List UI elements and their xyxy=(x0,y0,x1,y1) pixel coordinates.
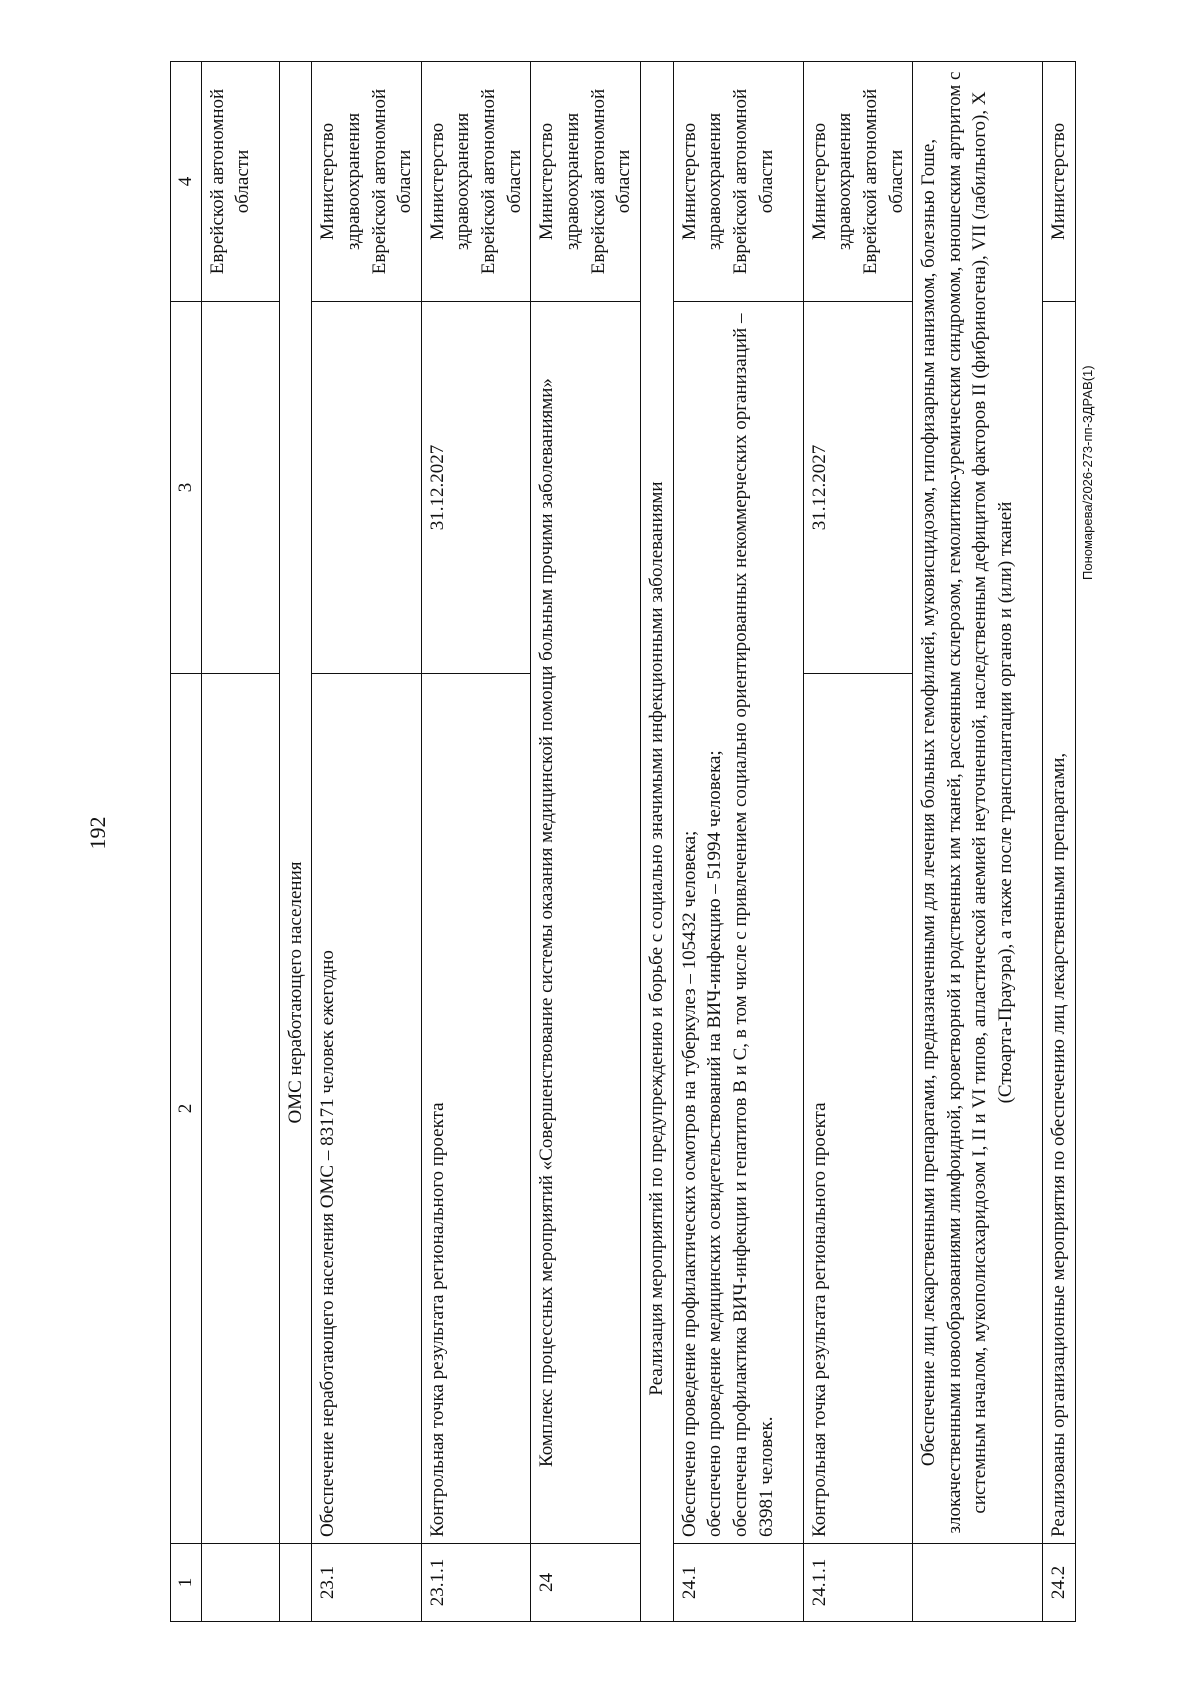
row-date xyxy=(201,302,279,674)
row-text xyxy=(201,674,279,1544)
row-text xyxy=(673,302,803,1544)
row-text-line: Обеспечено проведение профилактических осмотров на туберкулез – 105432 человека; xyxy=(678,830,700,1537)
header-row xyxy=(171,62,202,1622)
row-number: 24 xyxy=(531,1544,641,1622)
row-number: 24.1.1 xyxy=(803,1544,913,1622)
table-row xyxy=(803,62,913,1622)
row-number xyxy=(201,1544,279,1622)
row-executor: Министерство здравоохранения Еврейской автономной области xyxy=(803,62,913,302)
row-number: 24.1 xyxy=(673,1544,803,1622)
header-col-1: 1 xyxy=(171,1544,202,1622)
table-row xyxy=(421,62,531,1622)
row-number: 23.1 xyxy=(312,1544,422,1622)
header-col-4: 4 xyxy=(171,62,202,302)
row-number: 24.2 xyxy=(1043,1544,1076,1622)
row-executor: Министерство здравоохранения Еврейской автономной области xyxy=(312,62,422,302)
row-executor: Еврейской автономной области xyxy=(201,62,279,302)
row-text: Комплекс процессных мероприятий «Совершенствование системы оказания медицинской помощи больным прочими заболеваниями» xyxy=(531,302,641,1544)
row-executor: Министерство здравоохранения Еврейской автономной области xyxy=(421,62,531,302)
section-row xyxy=(913,62,1043,1622)
row-text-line: обеспечена профилактика ВИЧ-инфекции и гепатитов В и С, в том числе с привлечением социально ориентированных некоммерческих организаций – 63981 человек. xyxy=(729,313,777,1537)
section-title: Реализация мероприятий по предупреждению и борьбе с социально значимыми инфекционными заболеваниями xyxy=(640,62,673,1622)
document-code: Пономарева/2026-273-пп-ЗДРАВ(1) xyxy=(1080,365,1095,580)
header-col-2: 2 xyxy=(171,674,202,1544)
activities-table xyxy=(170,61,1076,1622)
row-text: Реализованы организационные мероприятия по обеспечению лиц лекарственными препаратами, xyxy=(1043,302,1076,1544)
page-number: 192 xyxy=(85,816,110,850)
table-row xyxy=(201,62,279,1622)
section-title: Обеспечение лиц лекарственными препаратами, предназначенными для лечения больных гемофилией, муковисцидозом, гипофизарным нанизмом, болезнью Гоше, злокачественными новообразованиями лимфоидной, кроветворной и родственных им тканей, рассеянным склерозом, гемолитико-уремическим синдромом, юношеским артритом с системным началом, мукополисахаридозом I, II и VI типов, апластической анемией неуточненной, наследственным дефицитом факторов II (фибриногена), VII (лабильного), X (Стюарта-Прауэра), а также после трансплантации органов и (или) тканей xyxy=(913,62,1043,1544)
row-date: 31.12.2027 xyxy=(803,302,913,674)
section-row xyxy=(279,62,312,1622)
row-text-line: обеспечено проведение медицинских освидетельствований на ВИЧ-инфекцию – 51994 человека; xyxy=(704,750,726,1537)
row-text: Контрольная точка результата регионального проекта xyxy=(803,674,913,1544)
rotated-table-wrapper xyxy=(170,62,1070,1622)
row-number: 23.1.1 xyxy=(421,1544,531,1622)
row-text: Контрольная точка результата регионального проекта xyxy=(421,674,531,1544)
row-executor: Министерство здравоохранения Еврейской автономной области xyxy=(531,62,641,302)
table-row xyxy=(312,62,422,1622)
row-text: Обеспечение неработающего населения ОМС – 83171 человек ежегодно xyxy=(312,674,422,1544)
row-executor: Министерство здравоохранения Еврейской автономной области xyxy=(673,62,803,302)
section-row xyxy=(640,62,673,1622)
row-number xyxy=(279,1544,312,1622)
section-title: ОМС неработающего населения xyxy=(279,62,312,1544)
table-row xyxy=(673,62,803,1622)
table-row xyxy=(531,62,641,1622)
row-date: 31.12.2027 xyxy=(421,302,531,674)
row-date xyxy=(312,302,422,674)
row-number xyxy=(913,1544,1043,1622)
row-executor: Министерство xyxy=(1043,62,1076,302)
table-row xyxy=(1043,62,1076,1622)
header-col-3: 3 xyxy=(171,302,202,674)
